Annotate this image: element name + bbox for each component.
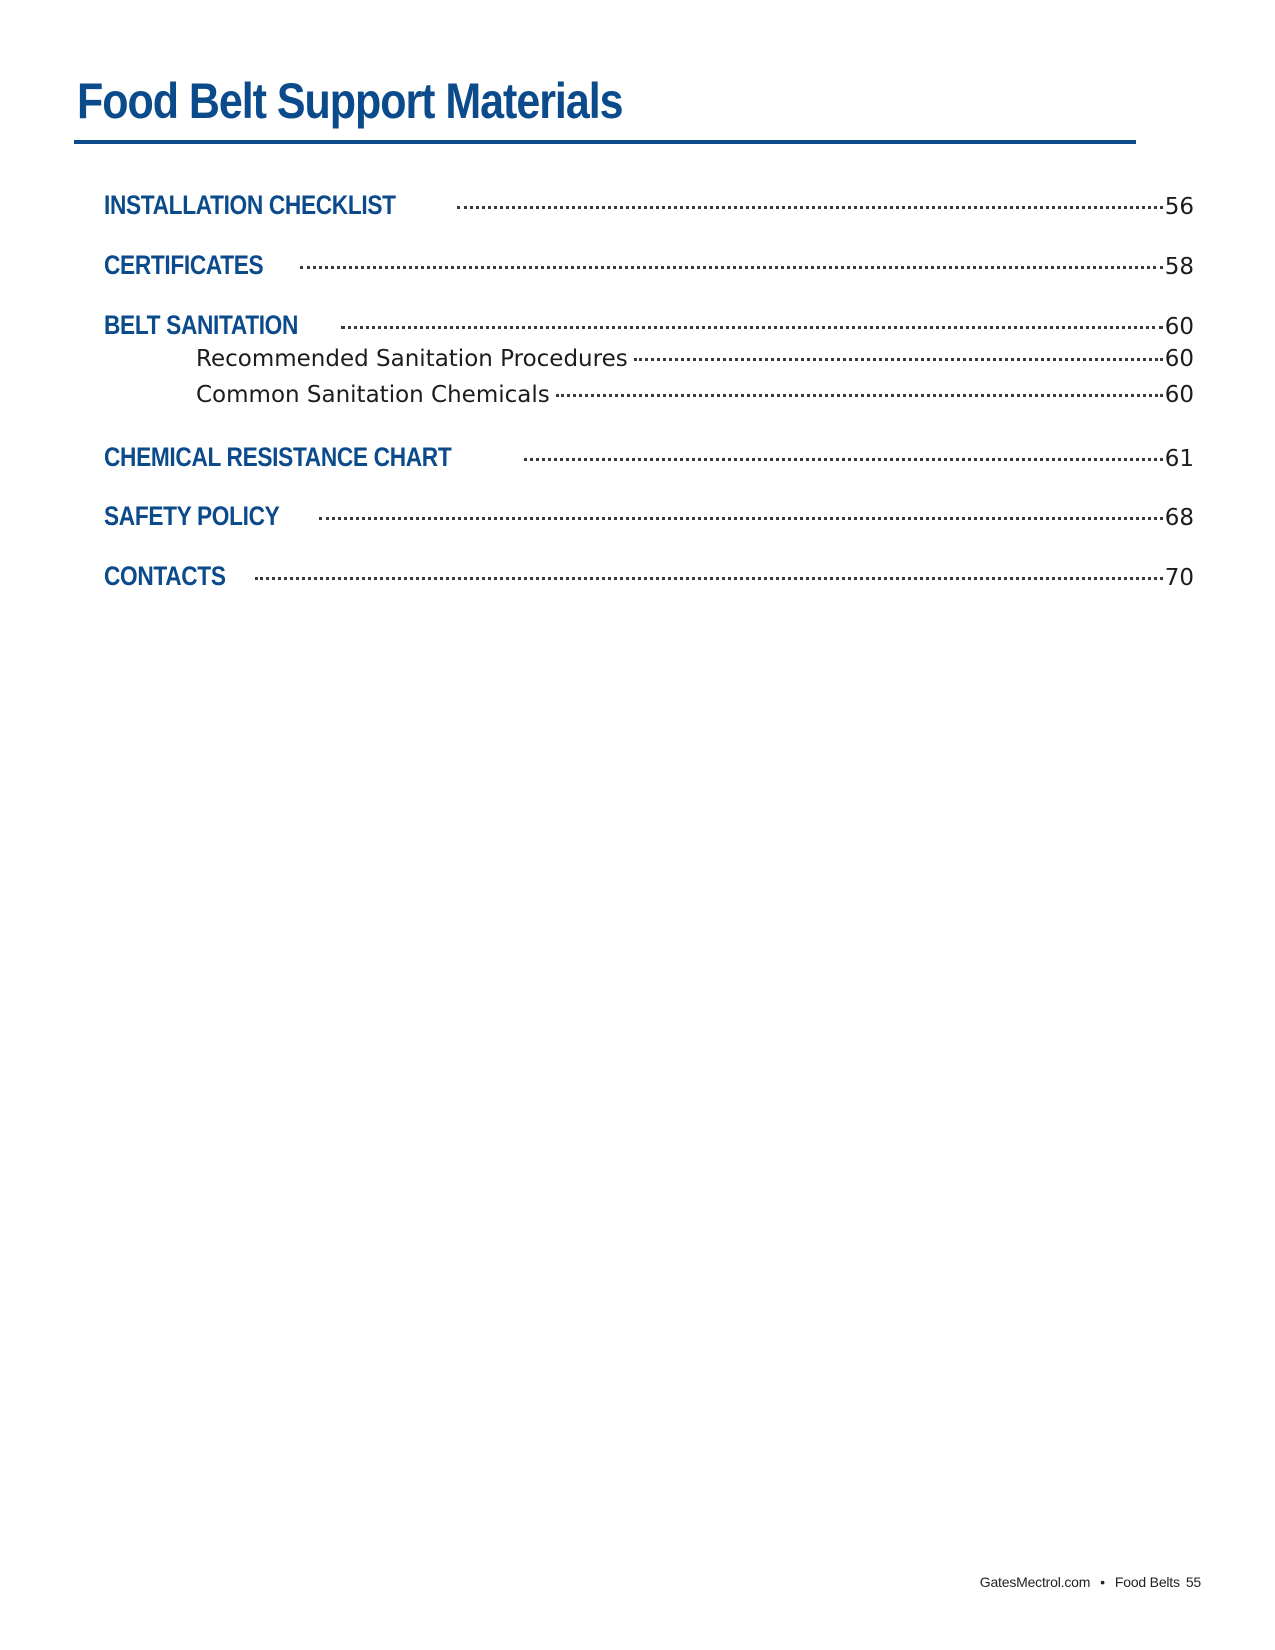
title-divider [74,140,1136,144]
toc-entry-label: INSTALLATION CHECKLIST [104,190,396,220]
toc-entry-label: BELT SANITATION [104,310,299,340]
footer-page-number: 55 [1185,1574,1201,1590]
dot-leader [300,266,1163,269]
page-footer [980,1574,1201,1590]
toc-entry-certificates[interactable] [104,250,1194,286]
dot-leader [341,326,1163,329]
toc-page-number: 60 [1164,382,1194,408]
dot-leader [255,577,1163,580]
toc-subentry-label: Recommended Sanitation Procedures [196,346,628,372]
toc-page-number: 60 [1164,314,1194,340]
toc-page-number: 61 [1164,446,1194,472]
dot-leader [524,458,1163,461]
toc-entry-label: CHEMICAL RESISTANCE CHART [104,442,452,472]
toc-page-number: 56 [1164,194,1194,220]
toc-entry-safety-policy[interactable] [104,501,1194,537]
dot-leader [319,517,1163,520]
toc-entry-chemical-resistance-chart[interactable] [104,442,1194,478]
dot-leader [457,206,1163,209]
toc-entry-label: CONTACTS [104,561,226,591]
toc-entry-contacts[interactable] [104,561,1194,597]
footer-website: GatesMectrol.com [979,1574,1091,1590]
toc-page-number: 70 [1164,565,1194,591]
toc-subentry-common-sanitation-chemicals[interactable] [104,382,1194,418]
footer-section: Food Belts [1114,1574,1180,1590]
toc-entry-label: SAFETY POLICY [104,501,280,531]
toc-entry-label: CERTIFICATES [104,250,264,280]
page-title: Food Belt Support Materials [77,73,623,129]
toc-subentry-recommended-sanitation-procedures[interactable] [104,346,1194,382]
dot-leader [634,358,1163,361]
toc-subentry-label: Common Sanitation Chemicals [196,382,550,408]
dot-leader [556,394,1163,397]
toc-page-number: 58 [1164,254,1194,280]
toc-entry-belt-sanitation[interactable] [104,310,1194,346]
toc-page-number: 68 [1164,505,1194,531]
toc-page-number: 60 [1164,346,1194,372]
footer-separator: • [1100,1574,1105,1590]
toc-entry-installation-checklist[interactable] [104,190,1194,226]
